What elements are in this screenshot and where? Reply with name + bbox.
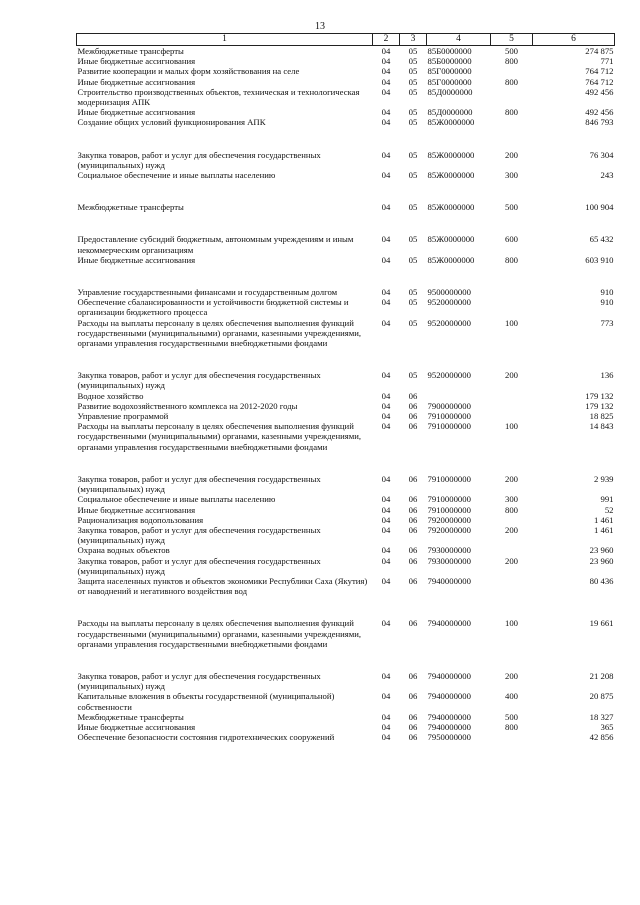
row-section: 04	[381, 721, 391, 732]
row-name: Расходы на выплаты персоналу в целях обеспечения выполнения функций государственными (муниципальными) органами, казенными учреждениями, органами управления государственными внебюджетными фондами	[77, 421, 362, 452]
row-section: 04	[381, 66, 391, 77]
table-row	[77, 576, 615, 596]
table-row	[77, 255, 615, 265]
row-amount: 18 825	[589, 411, 614, 422]
spacer-cell	[77, 212, 615, 234]
row-expense-type: 100	[504, 421, 519, 432]
table-row	[77, 287, 615, 297]
row-target-code: 85Б0000000	[427, 56, 472, 67]
row-expense-type: 200	[504, 149, 519, 160]
row-expense-type: 800	[504, 107, 519, 118]
spacer-cell	[77, 348, 615, 370]
row-target-code: 7910000000	[427, 494, 471, 505]
row-name: Развитие кооперации и малых форм хозяйствования на селе	[77, 66, 300, 77]
table-row	[77, 297, 615, 317]
row-section: 04	[381, 524, 391, 535]
row-target-code: 7940000000	[427, 711, 471, 722]
row-target-code: 7930000000	[427, 555, 471, 566]
row-target-code	[427, 391, 491, 401]
row-amount: 365	[600, 721, 614, 732]
row-name: Расходы на выплаты персоналу в целях обеспечения выполнения функций государственными (муниципальными) органами, казенными учреждениями, органами управления государственными внебюджетными фондами	[77, 618, 362, 649]
row-section: 04	[381, 711, 391, 722]
row-target-code: 7930000000	[427, 545, 471, 556]
row-expense-type: 400	[504, 691, 519, 702]
row-subsection: 06	[408, 390, 418, 401]
row-target-code: 85Г0000000	[427, 76, 472, 87]
row-name: Иные бюджетные ассигнования	[77, 76, 196, 87]
row-name: Межбюджетные трансферты	[77, 711, 184, 722]
row-subsection: 06	[408, 514, 418, 525]
row-amount: 136	[600, 370, 614, 381]
header-col-4: 4	[427, 34, 491, 46]
row-target-code: 9520000000	[427, 317, 471, 328]
row-expense-type	[491, 545, 533, 555]
row-section: 04	[381, 170, 391, 181]
row-target-code: 85Ж0000000	[427, 117, 475, 128]
row-name: Закупка товаров, работ и услуг для обеспечения государственных (муниципальных) нужд	[77, 555, 321, 576]
row-section: 04	[381, 76, 391, 87]
row-section: 04	[381, 494, 391, 505]
row-amount: 23 960	[589, 555, 614, 566]
row-target-code: 7910000000	[427, 411, 471, 422]
row-subsection: 06	[408, 524, 418, 535]
row-expense-type	[491, 411, 533, 421]
row-section: 04	[381, 254, 391, 265]
page-number: 13	[315, 21, 325, 32]
row-subsection: 05	[408, 287, 418, 298]
row-subsection: 06	[408, 400, 418, 411]
row-amount: 764 712	[585, 76, 614, 87]
budget-table	[76, 33, 615, 742]
row-target-code: 85Ж0000000	[427, 149, 475, 160]
table-row	[77, 618, 615, 649]
header-col-3: 3	[400, 34, 427, 46]
row-name: Охрана водных объектов	[77, 545, 170, 556]
row-subsection: 05	[408, 370, 418, 381]
row-target-code: 7910000000	[427, 421, 471, 432]
row-expense-type	[491, 391, 533, 401]
spacer-cell	[77, 596, 615, 618]
table-row	[77, 370, 615, 390]
header-col-5: 5	[491, 34, 533, 46]
row-amount: 18 327	[589, 711, 614, 722]
row-subsection: 05	[408, 234, 418, 245]
spacer-cell	[77, 265, 615, 287]
row-amount: 20 875	[589, 691, 614, 702]
spacer-cell	[77, 452, 615, 474]
row-target-code: 85Ж0000000	[427, 170, 475, 181]
row-name: Обеспечение безопасности состояния гидротехнических сооружений	[77, 732, 335, 743]
row-amount: 764 712	[585, 66, 614, 77]
row-section: 04	[381, 317, 391, 328]
row-target-code: 7940000000	[427, 721, 471, 732]
row-section: 04	[381, 514, 391, 525]
row-amount: 1 461	[593, 524, 614, 535]
row-target-code: 7940000000	[427, 670, 471, 681]
row-expense-type: 100	[504, 618, 519, 629]
row-name: Иные бюджетные ассигнования	[77, 254, 196, 265]
row-amount: 65 432	[589, 234, 614, 245]
row-target-code: 85Ж0000000	[427, 254, 475, 265]
header-col-6: 6	[533, 34, 615, 46]
row-section: 04	[381, 691, 391, 702]
table-row	[77, 411, 615, 421]
header-col-1: 1	[77, 34, 373, 46]
row-amount: 179 132	[585, 400, 614, 411]
table-row	[77, 722, 615, 732]
row-target-code: 7920000000	[427, 514, 471, 525]
row-target-code: 9520000000	[427, 297, 471, 308]
row-expense-type	[491, 297, 533, 317]
row-expense-type: 800	[504, 254, 519, 265]
row-amount: 243	[600, 170, 614, 181]
row-subsection: 06	[408, 721, 418, 732]
row-section: 04	[381, 545, 391, 556]
row-name: Социальное обеспечение и иные выплаты населению	[77, 170, 276, 181]
row-section: 04	[381, 86, 391, 97]
row-target-code: 7940000000	[427, 691, 471, 702]
row-name: Рационализация водопользования	[77, 514, 204, 525]
row-subsection: 05	[408, 202, 418, 213]
row-section: 04	[381, 117, 391, 128]
row-amount: 773	[600, 317, 614, 328]
row-spacer	[77, 348, 615, 370]
row-expense-type: 200	[504, 524, 519, 535]
row-expense-type	[491, 87, 533, 107]
row-target-code: 7940000000	[427, 618, 471, 629]
table-row	[77, 66, 615, 76]
row-name: Защита населенных пунктов и объектов экономики Республики Саха (Якутия) от наводнений и негативного воздействия вод	[77, 575, 368, 597]
row-subsection: 06	[408, 575, 418, 586]
row-name: Капитальные вложения в объекты государственной (муниципальной) собственности	[77, 691, 335, 712]
row-name: Межбюджетные трансферты	[77, 202, 184, 213]
row-name: Иные бюджетные ассигнования	[77, 107, 196, 118]
row-section: 04	[381, 107, 391, 118]
row-amount: 23 960	[589, 545, 614, 556]
row-spacer	[77, 128, 615, 150]
row-amount: 846 793	[585, 117, 614, 128]
row-section: 04	[381, 421, 391, 432]
row-name: Иные бюджетные ассигнования	[77, 56, 196, 67]
table-row	[77, 150, 615, 170]
row-name: Межбюджетные трансферты	[77, 46, 184, 56]
row-name: Управление программой	[77, 411, 169, 422]
table-row	[77, 474, 615, 494]
row-subsection: 05	[408, 46, 418, 56]
row-expense-type	[491, 117, 533, 127]
table-row	[77, 732, 615, 742]
table-row	[77, 318, 615, 349]
row-subsection: 05	[408, 297, 418, 308]
row-expense-type: 200	[504, 370, 519, 381]
row-target-code: 7900000000	[427, 400, 471, 411]
table-row	[77, 117, 615, 127]
row-subsection: 06	[408, 691, 418, 702]
row-subsection: 06	[408, 732, 418, 743]
table-row	[77, 170, 615, 180]
table-row	[77, 401, 615, 411]
row-target-code: 7940000000	[427, 575, 471, 586]
row-section: 04	[381, 400, 391, 411]
row-name: Обеспечение сбалансированности и устойчивости бюджетной системы и организации бюджетного процесса	[77, 297, 349, 318]
row-expense-type: 300	[504, 494, 519, 505]
row-section: 04	[381, 555, 391, 566]
row-subsection: 06	[408, 504, 418, 515]
row-section: 04	[381, 56, 391, 67]
row-spacer	[77, 180, 615, 202]
row-expense-type: 600	[504, 234, 519, 245]
row-section: 04	[381, 202, 391, 213]
row-amount: 603 910	[585, 254, 614, 265]
row-target-code: 9500000000	[427, 287, 471, 298]
row-name: Социальное обеспечение и иные выплаты населению	[77, 494, 276, 505]
table-row	[77, 107, 615, 117]
table-row	[77, 545, 615, 555]
row-target-code: 85Б0000000	[427, 46, 472, 56]
row-expense-type: 500	[504, 202, 519, 213]
row-amount: 274 875	[585, 46, 614, 56]
row-target-code: 9520000000	[427, 370, 471, 381]
row-subsection: 06	[408, 618, 418, 629]
table-row	[77, 202, 615, 212]
row-amount: 21 208	[589, 670, 614, 681]
row-subsection: 06	[408, 411, 418, 422]
row-name: Водное хозяйство	[77, 390, 144, 401]
row-amount: 991	[600, 494, 614, 505]
row-expense-type	[491, 66, 533, 76]
row-spacer	[77, 265, 615, 287]
row-subsection: 05	[408, 86, 418, 97]
row-expense-type	[491, 576, 533, 596]
row-subsection: 05	[408, 149, 418, 160]
table-row	[77, 712, 615, 722]
row-subsection: 06	[408, 494, 418, 505]
spacer-cell	[77, 649, 615, 671]
row-name: Иные бюджетные ассигнования	[77, 721, 196, 732]
row-target-code: 85Д0000000	[427, 107, 473, 118]
row-name: Расходы на выплаты персоналу в целях обеспечения выполнения функций государственными (муниципальными) органами, казенными учреждениями, органами управления государственными внебюджетными фондами	[77, 317, 362, 349]
row-expense-type	[491, 401, 533, 411]
row-spacer	[77, 452, 615, 474]
row-section: 04	[381, 411, 391, 422]
row-name: Развитие водохозяйственного комплекса на 2012-2020 годы	[77, 400, 298, 411]
row-subsection: 06	[408, 711, 418, 722]
row-section: 04	[381, 504, 391, 515]
row-target-code: 85Д0000000	[427, 86, 473, 97]
row-subsection: 05	[408, 56, 418, 67]
row-amount: 52	[604, 504, 614, 515]
table-row	[77, 494, 615, 504]
row-section: 04	[381, 234, 391, 245]
table-row	[77, 671, 615, 691]
row-amount: 2 939	[593, 473, 614, 484]
row-amount: 80 436	[589, 575, 614, 586]
row-target-code: 85Ж0000000	[427, 202, 475, 213]
spacer-cell	[77, 180, 615, 202]
row-subsection: 05	[408, 254, 418, 265]
row-subsection: 06	[408, 421, 418, 432]
row-expense-type: 300	[504, 170, 519, 181]
row-name: Закупка товаров, работ и услуг для обеспечения государственных (муниципальных) нужд	[77, 524, 321, 546]
row-subsection: 05	[408, 76, 418, 87]
table-row	[77, 421, 615, 452]
table-row	[77, 234, 615, 254]
table-row	[77, 505, 615, 515]
row-spacer	[77, 649, 615, 671]
row-section: 04	[381, 670, 391, 681]
row-name: Создание общих условий функционирования АПК	[77, 117, 266, 128]
row-amount: 910	[600, 287, 614, 298]
spacer-cell	[77, 128, 615, 150]
row-section: 04	[381, 370, 391, 381]
table-row	[77, 691, 615, 711]
row-section: 04	[381, 473, 391, 484]
row-section: 04	[381, 618, 391, 629]
row-expense-type: 500	[504, 711, 519, 722]
row-expense-type	[491, 732, 533, 742]
row-target-code: 85Г0000000	[427, 66, 472, 77]
row-section: 04	[381, 297, 391, 308]
row-expense-type: 800	[504, 56, 519, 67]
row-expense-type	[491, 515, 533, 525]
row-name: Закупка товаров, работ и услуг для обеспечения государственных (муниципальных) нужд	[77, 149, 321, 170]
table-row	[77, 87, 615, 107]
row-section: 04	[381, 149, 391, 160]
row-target-code: 7920000000	[427, 524, 471, 535]
row-expense-type: 800	[504, 76, 519, 87]
table-body	[77, 46, 615, 743]
row-expense-type: 200	[504, 670, 519, 681]
row-expense-type	[491, 287, 533, 297]
table-row	[77, 46, 615, 57]
table-row	[77, 56, 615, 66]
row-subsection: 06	[408, 545, 418, 556]
row-expense-type: 800	[504, 504, 519, 515]
row-name: Иные бюджетные ассигнования	[77, 504, 196, 515]
row-subsection: 05	[408, 170, 418, 181]
row-subsection: 06	[408, 473, 418, 484]
row-amount: 14 843	[589, 421, 614, 432]
row-section: 04	[381, 575, 391, 586]
row-amount: 76 304	[589, 149, 614, 160]
row-amount: 42 856	[589, 732, 614, 743]
table-row	[77, 77, 615, 87]
row-section: 04	[381, 732, 391, 743]
row-subsection: 05	[408, 66, 418, 77]
row-target-code: 7910000000	[427, 504, 471, 515]
row-subsection: 06	[408, 555, 418, 566]
row-expense-type: 800	[504, 721, 519, 732]
row-name: Строительство производственных объектов, техническая и технологическая модернизация АПК	[77, 86, 360, 108]
row-amount: 492 456	[585, 107, 614, 118]
table-row	[77, 391, 615, 401]
row-expense-type: 200	[504, 555, 519, 566]
table-row	[77, 556, 615, 576]
row-spacer	[77, 596, 615, 618]
row-amount: 1 461	[593, 514, 614, 525]
row-target-code: 85Ж0000000	[427, 234, 475, 245]
table-row	[77, 515, 615, 525]
row-amount: 179 132	[585, 390, 614, 401]
table-header-row	[77, 34, 615, 46]
header-col-2: 2	[373, 34, 400, 46]
row-amount: 100 904	[585, 202, 614, 213]
row-expense-type: 200	[504, 473, 519, 484]
row-amount: 19 661	[589, 618, 614, 629]
row-subsection: 05	[408, 117, 418, 128]
row-target-code: 7950000000	[427, 732, 471, 743]
row-expense-type: 100	[504, 317, 519, 328]
row-section: 04	[381, 390, 391, 401]
row-amount: 771	[600, 56, 614, 67]
row-name: Предоставление субсидий бюджетным, автономным учреждениям и иным некоммерческим организациям	[77, 234, 354, 255]
row-expense-type: 500	[504, 46, 519, 56]
row-amount: 910	[600, 297, 614, 308]
table-row	[77, 525, 615, 545]
row-name: Закупка товаров, работ и услуг для обеспечения государственных (муниципальных) нужд	[77, 473, 321, 495]
row-amount: 492 456	[585, 86, 614, 97]
row-name: Управление государственными финансами и государственным долгом	[77, 287, 338, 298]
row-section: 04	[381, 46, 391, 56]
row-subsection: 06	[408, 670, 418, 681]
row-target-code: 7910000000	[427, 473, 471, 484]
row-name: Закупка товаров, работ и услуг для обеспечения государственных (муниципальных) нужд	[77, 370, 321, 391]
row-spacer	[77, 212, 615, 234]
row-section: 04	[381, 287, 391, 298]
row-subsection: 05	[408, 317, 418, 328]
row-name: Закупка товаров, работ и услуг для обеспечения государственных (муниципальных) нужд	[77, 670, 321, 692]
row-subsection: 05	[408, 107, 418, 118]
